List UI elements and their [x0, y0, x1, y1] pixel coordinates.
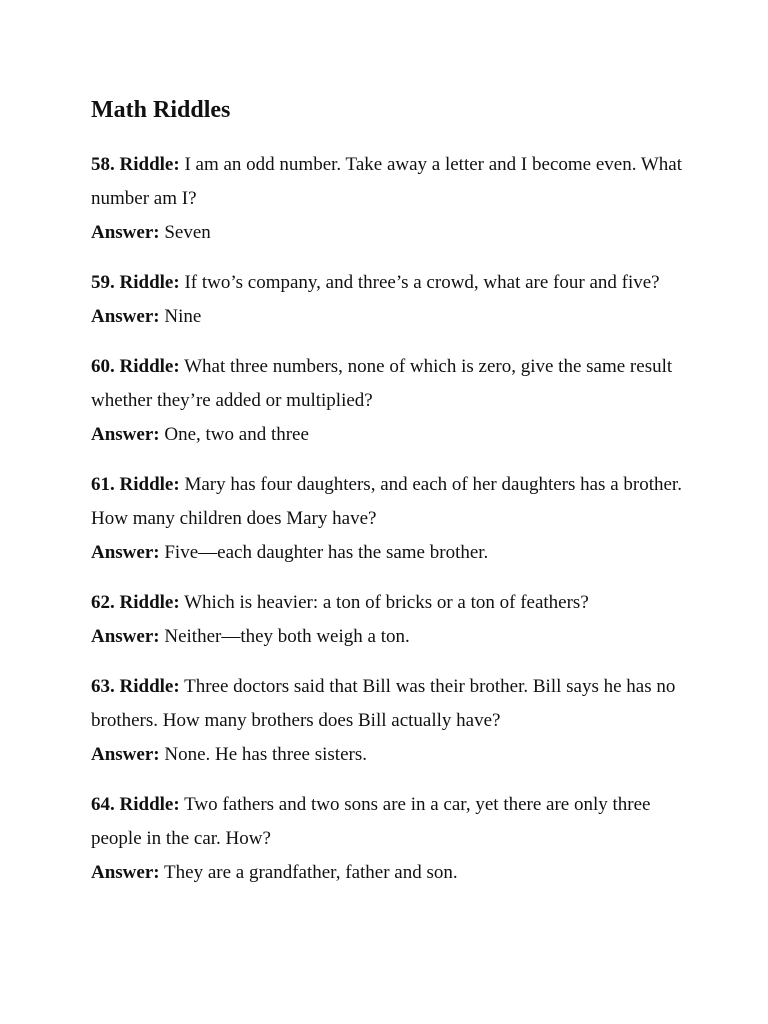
answer-label: Answer:	[91, 862, 160, 883]
answer-text: One, two and three	[164, 424, 309, 445]
riddle-question-text: I am an odd number. Take away a letter and I become even. What number am I?	[91, 154, 683, 209]
riddle-answer	[91, 300, 691, 334]
riddle-question	[91, 670, 691, 738]
riddle-question-text: Mary has four daughters, and each of her daughters has a brother. How many children does Mary have?	[91, 474, 682, 529]
riddle-label: Riddle:	[119, 356, 180, 377]
riddle-number-value: 61.	[91, 474, 115, 495]
riddle-item-58	[91, 148, 691, 250]
riddle-number-value: 63.	[91, 676, 115, 697]
riddle-answer	[91, 738, 691, 772]
page-title: Math Riddles	[91, 97, 231, 123]
riddle-number-value: 60.	[91, 356, 115, 377]
riddle-number	[91, 592, 180, 613]
riddle-label: Riddle:	[119, 272, 180, 293]
riddle-label: Riddle:	[119, 154, 180, 175]
riddle-answer	[91, 856, 691, 890]
riddle-question	[91, 468, 691, 536]
riddle-label: Riddle:	[119, 592, 180, 613]
answer-text: Seven	[164, 222, 211, 243]
riddle-question	[91, 788, 691, 856]
riddle-number-value: 62.	[91, 592, 115, 613]
answer-label: Answer:	[91, 626, 160, 647]
riddle-item-60	[91, 350, 691, 452]
document-page	[91, 94, 691, 906]
answer-text: Nine	[164, 306, 202, 327]
riddle-number	[91, 676, 180, 697]
riddle-number	[91, 272, 180, 293]
answer-label: Answer:	[91, 424, 160, 445]
answer-label: Answer:	[91, 744, 160, 765]
riddle-answer	[91, 216, 691, 250]
riddle-number	[91, 474, 180, 495]
answer-text: Neither—they both weigh a ton.	[164, 626, 410, 647]
riddle-number-value: 58.	[91, 154, 115, 175]
answer-text: They are a grandfather, father and son.	[164, 862, 458, 883]
riddle-question-text: What three numbers, none of which is zero, give the same result whether they’re added or multiplied?	[91, 356, 673, 411]
riddle-item-59	[91, 266, 691, 334]
riddle-question-text: Which is heavier: a ton of bricks or a ton of feathers?	[184, 592, 589, 613]
riddle-answer	[91, 418, 691, 452]
riddle-question	[91, 586, 691, 620]
riddle-number-value: 64.	[91, 794, 115, 815]
riddle-label: Riddle:	[119, 676, 180, 697]
riddle-answer	[91, 536, 691, 570]
answer-text: None. He has three sisters.	[164, 744, 367, 765]
answer-label: Answer:	[91, 306, 160, 327]
answer-text: Five—each daughter has the same brother.	[164, 542, 489, 563]
riddle-question-text: Two fathers and two sons are in a car, yet there are only three people in the car. How?	[91, 794, 651, 849]
riddle-number-value: 59.	[91, 272, 115, 293]
riddle-answer	[91, 620, 691, 654]
riddle-question	[91, 148, 691, 216]
answer-label: Answer:	[91, 542, 160, 563]
riddle-question	[91, 266, 691, 300]
riddle-label: Riddle:	[119, 474, 180, 495]
riddle-question-text: If two’s company, and three’s a crowd, what are four and five?	[184, 272, 660, 293]
riddle-item-63	[91, 670, 691, 772]
riddle-number	[91, 356, 180, 377]
riddle-item-62	[91, 586, 691, 654]
riddle-item-64	[91, 788, 691, 890]
riddle-question-text: Three doctors said that Bill was their brother. Bill says he has no brothers. How many brothers does Bill actually have?	[91, 676, 676, 731]
riddle-question	[91, 350, 691, 418]
riddle-number	[91, 154, 180, 175]
riddle-item-61	[91, 468, 691, 570]
riddle-number	[91, 794, 180, 815]
answer-label: Answer:	[91, 222, 160, 243]
riddle-label: Riddle:	[119, 794, 180, 815]
